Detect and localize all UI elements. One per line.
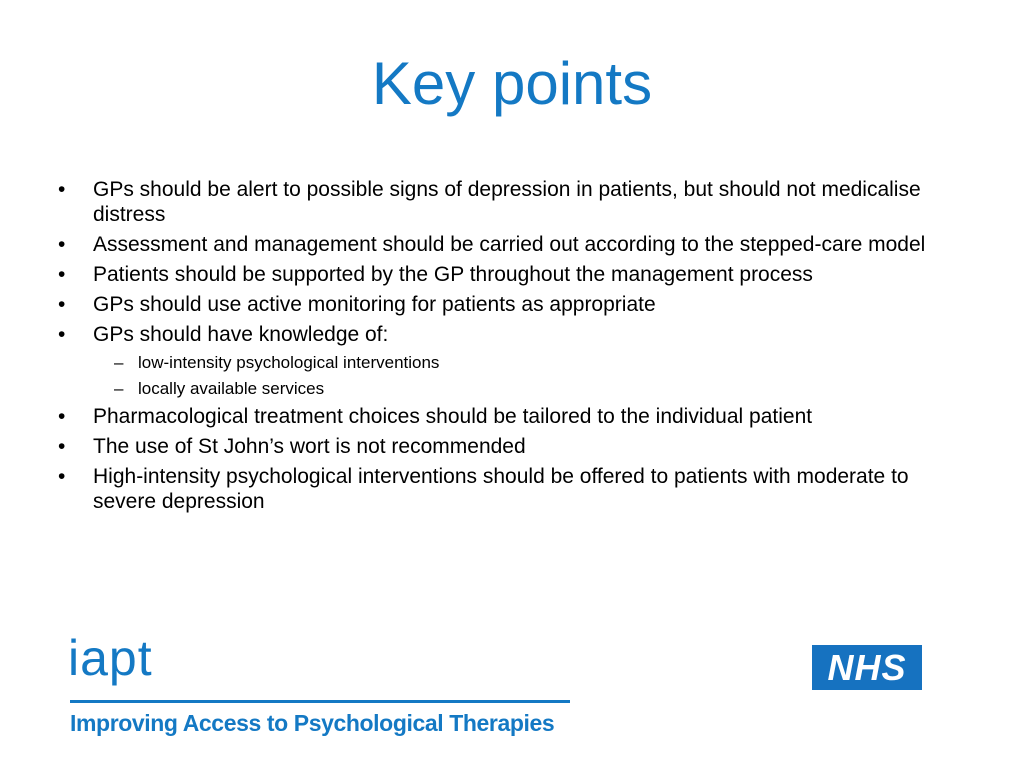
sub-bullet-item: [58, 378, 958, 399]
bullet-text: High-intensity psychological interventions should be offered to patients with moderate to severe depression: [93, 465, 909, 513]
bullet-text: Patients should be supported by the GP throughout the management process: [93, 263, 813, 286]
bullet-text: The use of St John’s wort is not recommended: [93, 435, 526, 458]
bullet-marker: •: [58, 233, 66, 256]
bullet-text: GPs should be alert to possible signs of depression in patients, but should not medicalise distress: [93, 178, 921, 226]
bullet-item: [58, 404, 958, 429]
iapt-logo: [68, 630, 555, 736]
bullet-item: [58, 232, 958, 257]
bullet-text: GPs should have knowledge of:: [93, 323, 389, 346]
bullet-marker: •: [58, 323, 66, 346]
bullet-text: Assessment and management should be carried out according to the stepped-care model: [93, 233, 926, 256]
bullet-marker: •: [58, 178, 66, 201]
nhs-logo: NHS: [812, 645, 922, 690]
sub-bullet-marker: –: [114, 379, 124, 398]
sub-bullet-text: low-intensity psychological interventions: [138, 353, 440, 372]
bullet-marker: •: [58, 435, 66, 458]
sub-bullet-item: [58, 352, 958, 373]
bullet-item: [58, 322, 958, 347]
bullet-text: Pharmacological treatment choices should be tailored to the individual patient: [93, 405, 813, 428]
bullet-text: GPs should use active monitoring for patients as appropriate: [93, 293, 656, 316]
iapt-tagline: Improving Access to Psychological Therapies: [70, 710, 555, 736]
bullet-marker: •: [58, 263, 66, 286]
bullet-marker: •: [58, 293, 66, 316]
iapt-wordmark: iapt: [68, 630, 153, 686]
sub-bullet-text: locally available services: [138, 379, 325, 398]
bullet-list: [58, 177, 958, 519]
bullet-item: [58, 292, 958, 317]
bullet-item: [58, 262, 958, 287]
bullet-item: [58, 464, 958, 514]
bullet-item: [58, 177, 958, 227]
bullet-item: [58, 434, 958, 459]
slide-title: Key points: [371, 50, 653, 117]
iapt-divider: [70, 700, 570, 703]
sub-bullet-marker: –: [114, 353, 124, 372]
bullet-marker: •: [58, 405, 66, 428]
bullet-marker: •: [58, 465, 66, 488]
